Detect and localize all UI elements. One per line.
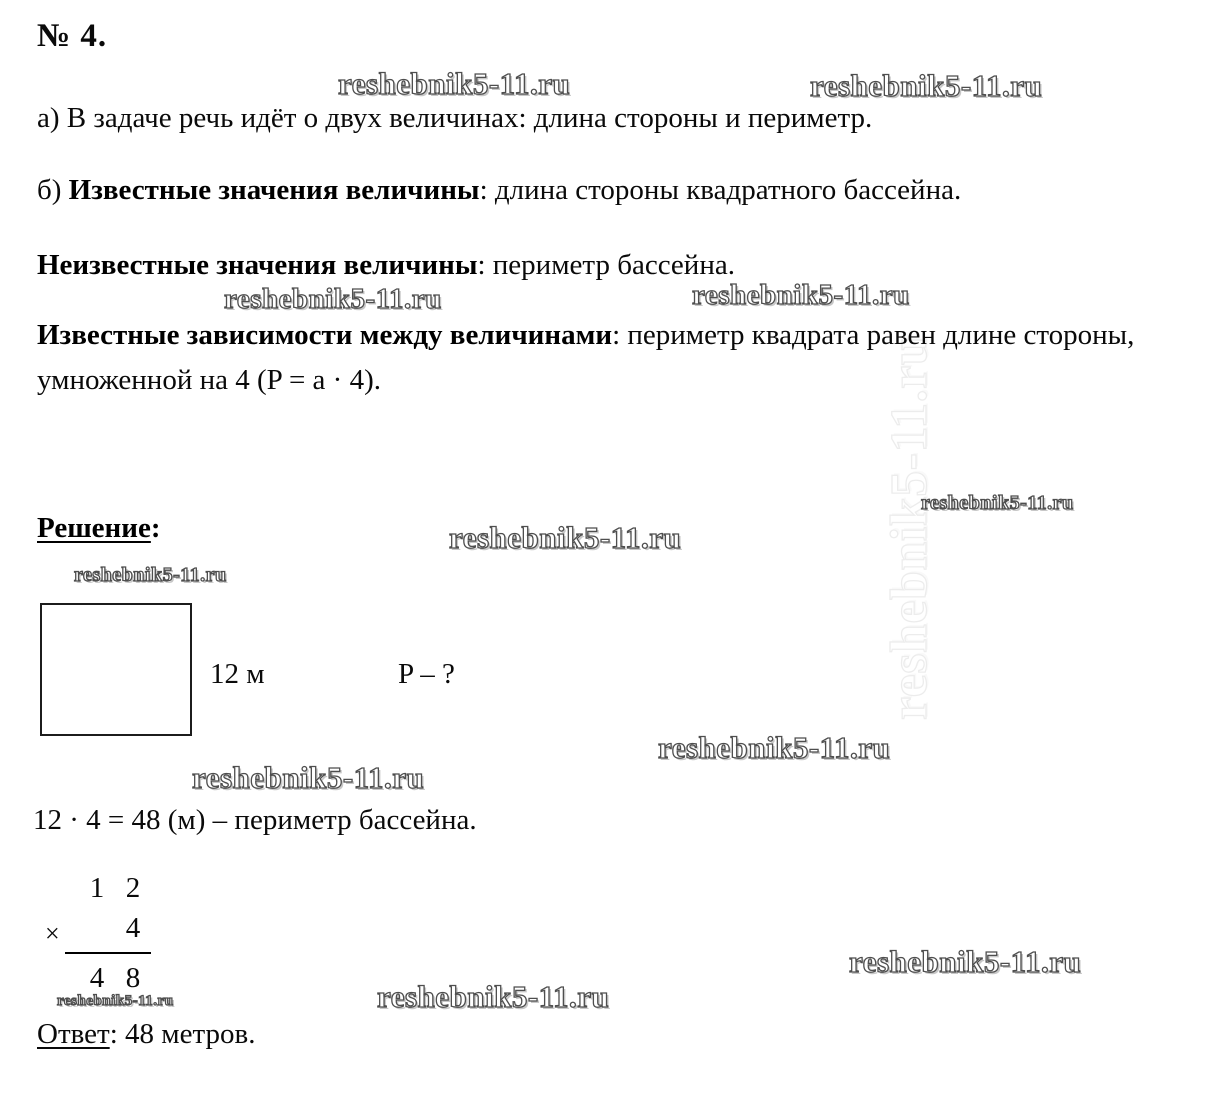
multiplicand-digit: 1 [89,872,105,904]
paragraph-unknown-values [37,243,735,288]
watermark: reshebnik5-11.ru [224,283,442,315]
part-b-known-values-label: Известные значения величины [68,174,480,206]
watermark: reshebnik5-11.ru [849,944,1082,979]
paragraph-dependencies [37,313,1152,403]
watermark: reshebnik5-11.ru [881,335,938,720]
watermark: reshebnik5-11.ru [658,730,891,765]
paragraph-part-b [37,168,961,213]
column-multiplication [45,868,151,998]
multiplier-row [45,908,151,954]
solution-heading [37,506,161,551]
product-row [45,954,151,998]
side-length-label: 12 м [210,658,265,690]
watermark: reshebnik5-11.ru [338,66,571,101]
multiplicand-digit: 2 [125,872,141,904]
watermark: reshebnik5-11.ru [449,520,682,555]
answer-line [37,1012,255,1057]
part-b-prefix: б) [37,174,69,206]
watermark: reshebnik5-11.ru [192,760,425,795]
part-b-known-values-text: : длина стороны квадратного бассейна. [479,174,962,206]
product-digit: 4 [89,962,105,994]
unknown-values-text: : периметр бассейна. [477,249,735,281]
answer-label: Ответ [37,1018,110,1050]
problem-number: № 4. [37,18,108,54]
solution-heading-word: Решение [37,512,151,544]
product-digit: 8 [125,962,141,994]
answer-text: : 48 метров. [109,1018,256,1050]
watermark: reshebnik5-11.ru [74,564,227,586]
dependencies-label: Известные зависимости между величинами [37,319,613,351]
perimeter-equation: 12 · 4 = 48 (м) – периметр бассейна. [33,804,477,836]
watermark: reshebnik5-11.ru [57,993,174,1009]
multiplicand-row [45,868,151,908]
solution-heading-colon: : [150,512,161,544]
paragraph-part-a: а) В задаче речь идёт о двух величинах: длина стороны и периметр. [37,102,873,134]
watermark: reshebnik5-11.ru [921,492,1074,514]
dependencies-text: : периметр квадрата равен длине стороны, умноженной на 4 (P = a · 4). [37,319,1135,396]
multiply-sign: × [45,919,60,948]
unknown-values-label: Неизвестные значения величины [37,249,478,281]
watermark: reshebnik5-11.ru [810,68,1043,103]
perimeter-question-label: P – ? [398,658,455,690]
multiplier-digit [79,908,115,948]
multiplier-digit: 4 [125,912,141,944]
square-pool-diagram [40,603,192,736]
watermark: reshebnik5-11.ru [692,279,910,311]
watermark: reshebnik5-11.ru [377,979,610,1014]
